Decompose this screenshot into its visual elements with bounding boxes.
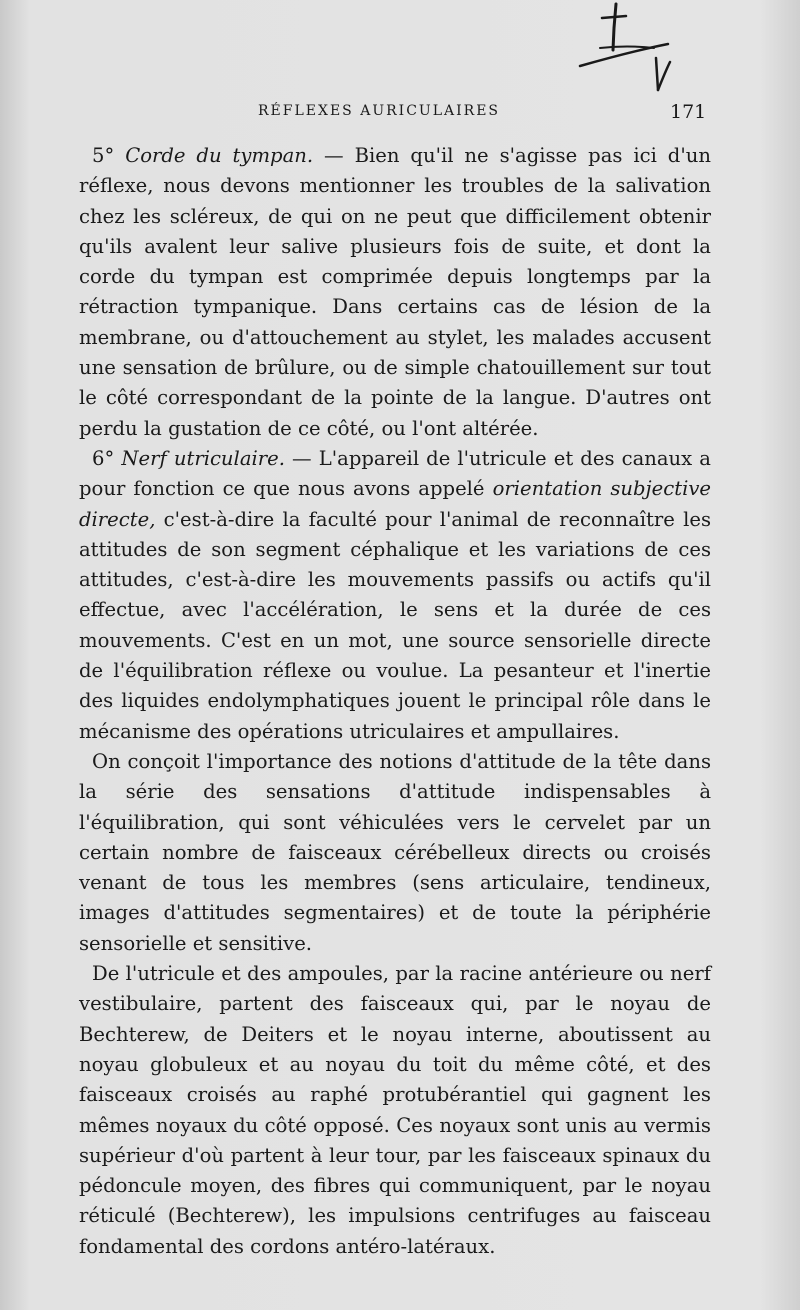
section-text: — Bien qu'il ne s'agisse pas ici d'un réflexe, nous devons mentionner les troubles de la salivation chez les scléreux, de qui on ne peut que difficilement obtenir qu'ils avalent leur salive plusieurs fois de suite, et dont la corde du tympan est comprimée depuis longtemps par la rétraction tympanique. Dans certains cas de lésion de la membrane, ou d'attouchement au stylet, les malades accusent une sensation de brûlure, ou de simple chatouillement sur tout le côté correspondant de la pointe de la langue. D'autres ont perdu la gustation de ce côté, ou l'ont altérée. <box>79 144 711 440</box>
section-text: — L'appareil de l'utricule et des canaux a pour fonction ce que nous avons appelé <box>79 446 711 501</box>
section-title: Corde du tympan. <box>125 144 314 167</box>
running-title: RÉFLEXES AURICULAIRES <box>258 103 500 119</box>
handwritten-annotation <box>578 0 688 95</box>
section-title: Nerf utriculaire. <box>121 446 285 470</box>
body-paragraph: On conçoit l'importance des notions d'attitude de la tête dans la série des sensations d'attitude indispensables à l'équilibration, qui sont véhiculées vers le cervelet par un certain nombre de faisceaux cérébelleux directs ou croisés venant de tous les membres (sens articulaire, tendineux, images d'attitudes segmentaires) et de toute la périphérie sensorielle et sensitive. <box>79 749 711 955</box>
section-6-paragraph <box>79 444 711 747</box>
page-number: 171 <box>670 101 707 123</box>
section-number: 6° <box>92 446 115 470</box>
body-paragraph: De l'utricule et des ampoules, par la racine antérieure ou nerf vestibulaire, partent des faisceaux qui, par le noyau de Bechterew, de Deiters et le noyau interne, aboutissent au noyau globuleux et au noyau du toit du même côté, et des faisceaux croisés au raphé protubérantiel qui gagnent les mêmes noyaux du côté opposé. Ces noyaux sont unis au vermis supérieur d'où partent à leur tour, par les faisceaux spinaux du pédoncule moyen, des fibres qui communiquent, par le noyau réticulé (Bechterew), les impulsions centrifuges au faisceau fondamental des cordons antéro-latéraux. <box>79 962 711 1258</box>
section-text: c'est-à-dire la faculté pour l'animal de reconnaître les attitudes de son segment céphalique et les variations de ces attitudes, c'est-à-dire les mouvements passifs ou actifs qu'il effectue, avec l'accélération, le sens et la durée de ces mouvements. C'est en un mot, une source sensorielle directe de l'équilibration réflexe ou voulue. La pesanteur et l'inertie des liquides endolymphatiques jouent le principal rôle dans le mécanisme des opérations utriculaires et ampullaires. <box>79 507 711 743</box>
emphasis-term: orientation subjective directe, <box>79 477 712 531</box>
section-5-paragraph <box>79 141 711 444</box>
section-number: 5° <box>92 144 115 167</box>
body-text <box>79 141 711 1262</box>
